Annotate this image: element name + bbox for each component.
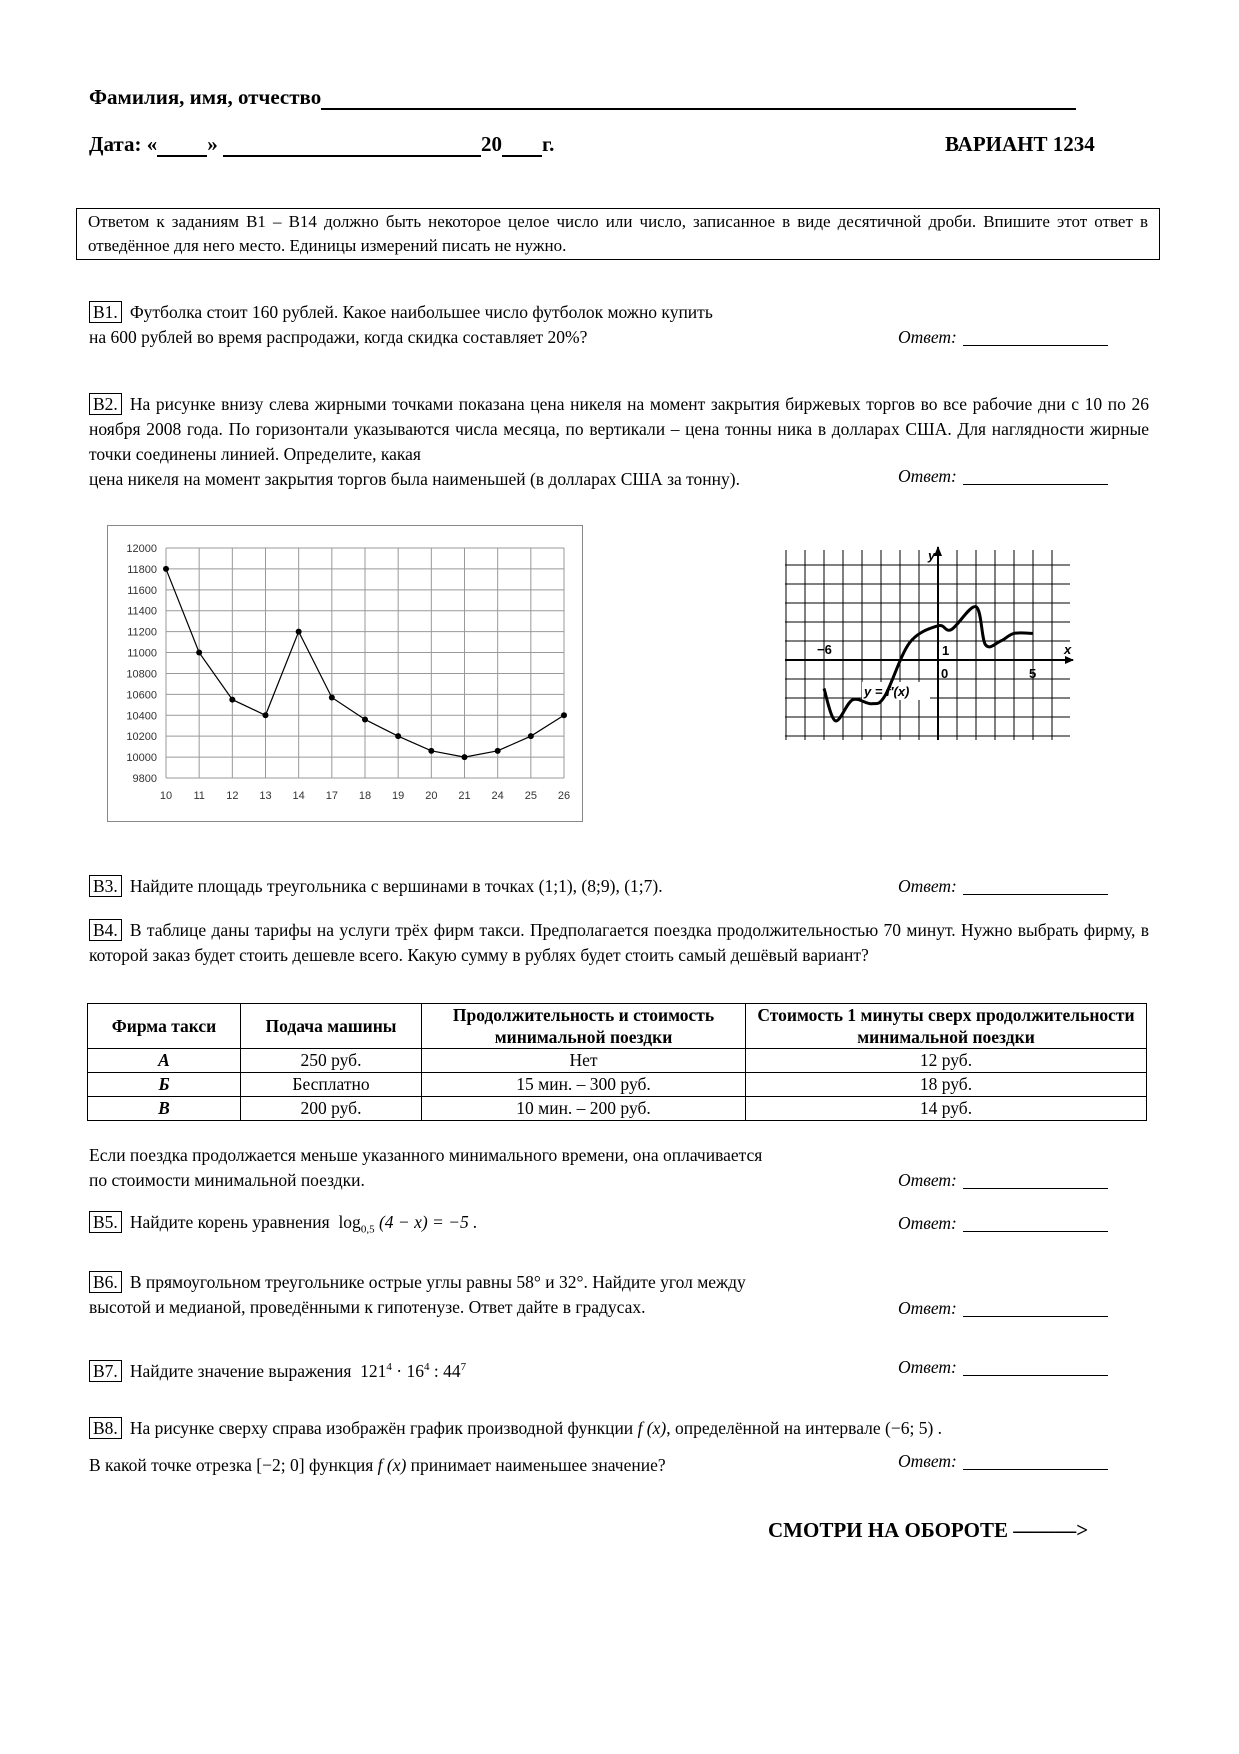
task-text: на 600 рублей во время распродажи, когда скидка составляет 20%? [89, 327, 588, 347]
table-cell: Б [88, 1073, 241, 1097]
table-cell: 200 руб. [241, 1097, 422, 1121]
table-cell: 10 мин. – 200 руб. [422, 1097, 746, 1121]
answer-b5 [898, 1213, 1108, 1234]
task-label: B6. [89, 1271, 122, 1293]
math: f (x) [373, 1455, 411, 1475]
data-point [561, 712, 567, 718]
fio-row [89, 85, 1076, 110]
answer-b2 [898, 466, 1108, 487]
table-cell: 15 мин. – 300 руб. [422, 1073, 746, 1097]
math: [−2; 0] [251, 1455, 309, 1475]
answer-b8 [898, 1451, 1108, 1472]
task-text: На рисунке сверху справа изображён график производной функции [129, 1418, 634, 1438]
derivative-graph [785, 545, 1075, 745]
task-b8 [89, 1410, 1159, 1484]
table-cell: 18 руб. [746, 1073, 1147, 1097]
task-b6 [89, 1270, 909, 1320]
date-year-blank[interactable] [502, 135, 542, 157]
task-text: В прямоугольном треугольнике острые углы равны 58° и 32°. Найдите угол между [129, 1272, 746, 1292]
taxi-table [87, 1003, 1147, 1121]
answer-b6 [898, 1298, 1108, 1319]
task-text: высотой и медианой, проведёнными к гипотенузе. Ответ дайте в градусах. [89, 1297, 646, 1317]
date-month-blank[interactable] [223, 135, 481, 157]
task-b5 [89, 1210, 889, 1243]
math: f (x) [633, 1418, 667, 1438]
data-point [229, 697, 235, 703]
y-tick-label: 11000 [127, 647, 157, 660]
answer-field[interactable] [963, 1215, 1108, 1232]
answer-field[interactable] [963, 1172, 1108, 1189]
y-tick-label: 11600 [127, 584, 157, 597]
table-header: Фирма такси [88, 1004, 241, 1049]
table-row [88, 1073, 1147, 1097]
task-b3 [89, 874, 909, 899]
task-text: На рисунке внизу слева жирными точками показана цена никеля на момент закрытия биржевых торгов во все рабочие дни с 10 по 26 ноября 2008 года. По горизонтали указываются числа месяца, по вертикали – цена тонны ника в долларах США. Для наглядности жирные точки соединены линией. Определите, какая [89, 394, 1149, 464]
x-tick-label: 17 [325, 790, 338, 802]
x-tick-label: 19 [392, 790, 405, 802]
answer-field[interactable] [963, 468, 1108, 485]
data-point [428, 748, 434, 754]
answer-b4 [898, 1170, 1108, 1191]
data-point [528, 733, 534, 739]
function-label: y = f′(x) [864, 684, 910, 699]
answer-field[interactable] [963, 878, 1108, 895]
task-label: B1. [89, 301, 122, 323]
answer-b1 [898, 327, 1108, 348]
table-cell: 12 руб. [746, 1049, 1147, 1073]
task-text: Найдите корень уравнения [129, 1212, 330, 1232]
expr-part: : 44 [429, 1360, 461, 1381]
expr-part: 121 [360, 1360, 387, 1381]
y-tick-label: 10600 [126, 689, 157, 702]
table-row [88, 1097, 1147, 1121]
data-point [462, 754, 468, 760]
table-cell: Нет [422, 1049, 746, 1073]
fio-blank[interactable] [321, 88, 1076, 110]
task-label: B5. [89, 1211, 122, 1233]
table-cell: Бесплатно [241, 1073, 422, 1097]
task-text: функция [308, 1455, 374, 1475]
date-label: Дата: « [89, 132, 158, 156]
data-point [495, 748, 501, 754]
date-quote: » [207, 132, 218, 156]
x-tick-label: 26 [557, 790, 571, 802]
expr-exp: 7 [460, 1361, 467, 1373]
task-text: , определённой на интервале [666, 1418, 881, 1438]
data-point [263, 712, 269, 718]
answer-b3 [898, 876, 1108, 897]
data-point [196, 650, 202, 656]
answer-field[interactable] [963, 329, 1108, 346]
nickel-chart-frame [107, 525, 583, 822]
expr-part: · 16 [391, 1360, 424, 1381]
log-text: log [338, 1212, 361, 1232]
task-label: B8. [89, 1417, 122, 1439]
table-cell: В [88, 1097, 241, 1121]
answer-label: Ответ: [898, 1298, 957, 1318]
data-point [329, 695, 335, 701]
y-tick-label: 9800 [132, 773, 157, 785]
table-row [88, 1049, 1147, 1073]
y-tick-label: 12000 [126, 543, 157, 555]
data-point [395, 733, 401, 739]
task-b4-note [89, 1143, 909, 1193]
task-text: В таблице даны тарифы на услуги трёх фирм такси. Предполагается поездка продолжительностью 70 минут. Нужно выбрать фирму, в которой заказ будет стоить дешевле всего. Какую сумму в рублях будет стоить самый дешёвый вариант? [89, 920, 1149, 965]
task-text: принимает наименьшее значение? [410, 1455, 666, 1475]
date-g: г. [541, 132, 555, 156]
x-tick-label: 18 [358, 790, 372, 802]
tick-label-right: 5 [1029, 666, 1037, 681]
x-axis-label: x [1064, 642, 1072, 657]
y-tick-label: 11400 [127, 605, 157, 618]
equation-rest: (4 − x) = −5 . [374, 1212, 478, 1232]
date-row [89, 132, 554, 157]
data-point [296, 629, 302, 635]
x-axis-arrow [1065, 656, 1074, 664]
task-text: Найдите площадь треугольника с вершинами в точках (1;1), (8;9), (1;7). [129, 876, 663, 896]
y-tick-label: 11800 [127, 563, 157, 576]
y-tick-label: 10200 [126, 731, 157, 744]
x-tick-label: 24 [491, 790, 504, 802]
answer-label: Ответ: [898, 1213, 957, 1233]
y-tick-label: 10800 [126, 668, 157, 681]
y-tick-label: 10400 [126, 710, 157, 723]
table-header-row [88, 1004, 1147, 1049]
date-year: 20 [480, 132, 502, 156]
table-header: Продолжительность и стоимость минимальной поездки [422, 1004, 746, 1049]
turn-over-note: СМОТРИ НА ОБОРОТЕ ———> [768, 1518, 1089, 1542]
tick-label-left: −6 [817, 642, 832, 657]
x-tick-label: 14 [292, 790, 305, 802]
equation [338, 1212, 478, 1236]
expr-exp: 4 [423, 1361, 430, 1373]
derivative-graph-frame [785, 545, 1075, 745]
log-base: 0,5 [360, 1223, 375, 1236]
task-b4 [89, 918, 1149, 968]
data-point [362, 716, 368, 722]
answer-field[interactable] [963, 1359, 1108, 1376]
table-header: Подача машины [241, 1004, 422, 1049]
answer-label: Ответ: [898, 327, 957, 347]
answer-label: Ответ: [898, 466, 957, 486]
table-cell: 250 руб. [241, 1049, 422, 1073]
y-tick-label: 10000 [126, 752, 157, 765]
date-day-blank[interactable] [157, 135, 207, 157]
answer-label: Ответ: [898, 876, 957, 896]
task-label: B2. [89, 393, 122, 415]
variant-title: ВАРИАНТ 1234 [945, 132, 1095, 156]
task-b7 [89, 1355, 889, 1384]
task-label: B3. [89, 875, 122, 897]
x-tick-label: 11 [193, 790, 205, 802]
y-axis-label: y [928, 548, 936, 563]
expr-exp: 4 [386, 1361, 392, 1373]
origin-label: 0 [941, 666, 949, 681]
task-label: B7. [89, 1360, 122, 1382]
task-text: В какой точке отрезка [89, 1455, 252, 1475]
notice-box: Ответом к заданиям В1 – В14 должно быть некоторое целое число или число, записанное в виде десятичной дроби. Впишите этот ответ в отведённое для него место. Единицы измерений писать не нужно. [76, 208, 1160, 260]
data-point [163, 566, 169, 572]
task-text: Найдите значение выражения [129, 1360, 352, 1381]
x-tick-label: 13 [259, 790, 272, 802]
answer-field[interactable] [963, 1453, 1108, 1470]
table-cell: 14 руб. [746, 1097, 1147, 1121]
x-tick-label: 25 [524, 790, 537, 802]
table-cell: А [88, 1049, 241, 1073]
x-tick-label: 21 [458, 790, 471, 802]
answer-label: Ответ: [898, 1170, 957, 1190]
answer-label: Ответ: [898, 1451, 957, 1471]
expression [360, 1361, 466, 1381]
derivative-curve [824, 607, 1033, 721]
task-b1 [89, 300, 909, 350]
task-text: Если поездка продолжается меньше указанного минимального времени, она оплачивается [89, 1145, 763, 1165]
x-tick-label: 10 [159, 790, 173, 802]
task-text: Футболка стоит 160 рублей. Какое наибольшее число футболок можно купить [129, 302, 713, 322]
nickel-price-chart [108, 526, 582, 821]
x-tick-label: 12 [226, 790, 239, 802]
math: (−6; 5) . [880, 1418, 943, 1438]
y-one-label: 1 [942, 643, 950, 658]
fio-label: Фамилия, имя, отчество [89, 85, 322, 109]
task-text: по стоимости минимальной поездки. [89, 1170, 365, 1190]
task-label: B4. [89, 919, 122, 941]
answer-label: Ответ: [898, 1357, 957, 1377]
table-header: Стоимость 1 минуты сверх продолжительности минимальной поездки [746, 1004, 1147, 1049]
x-tick-label: 20 [425, 790, 438, 802]
task-text: цена никеля на момент закрытия торгов была наименьшей (в долларах США за тонну). [89, 469, 740, 489]
y-tick-label: 11200 [127, 626, 157, 639]
answer-b7 [898, 1357, 1108, 1378]
answer-field[interactable] [963, 1300, 1108, 1317]
